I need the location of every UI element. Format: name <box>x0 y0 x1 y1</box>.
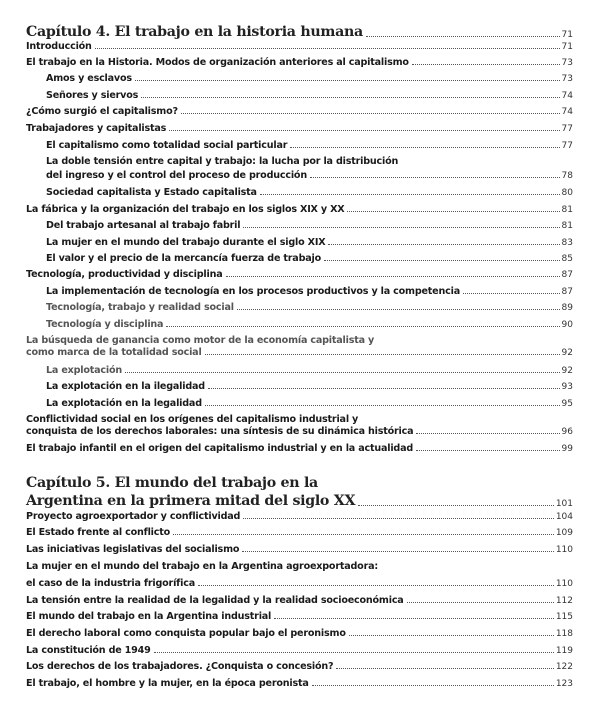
toc-entry-line <box>0 122 600 134</box>
section-title: del ingreso y el control del proceso de producción <box>46 170 307 181</box>
section-title: La explotación en la legalidad <box>46 398 202 409</box>
toc-entry <box>0 610 600 622</box>
page-number: 99 <box>561 444 573 454</box>
page-number: 109 <box>555 528 573 538</box>
page-number: 90 <box>561 320 573 330</box>
page-number: 122 <box>555 662 573 672</box>
page-number: 81 <box>561 221 573 231</box>
toc-entry-line <box>0 301 600 313</box>
toc-entry-line <box>0 139 600 151</box>
toc-entry-line <box>0 346 600 358</box>
page-number: 77 <box>561 141 573 151</box>
section-title: como marca de la totalidad social <box>26 347 202 358</box>
page-number: 78 <box>561 171 573 181</box>
dot-leader <box>347 211 559 212</box>
dot-leader <box>169 130 559 131</box>
dot-leader <box>336 668 553 669</box>
dot-leader <box>208 388 560 389</box>
section-title: Señores y siervos <box>46 90 139 101</box>
toc-entry-line <box>0 219 600 231</box>
toc-entry-line <box>0 577 600 589</box>
page-number: 87 <box>561 287 573 297</box>
toc-entry-line <box>0 72 600 84</box>
toc-entry <box>0 186 600 198</box>
page-number: 71 <box>561 42 573 52</box>
section-title: Los derechos de los trabajadores. ¿Conquista o concesión? <box>26 661 334 672</box>
dot-leader <box>243 518 554 519</box>
page-number: 71 <box>561 30 573 40</box>
toc-entry <box>0 285 600 297</box>
dot-leader <box>324 260 560 261</box>
section-title: La constitución de 1949 <box>26 645 151 656</box>
chapter-heading <box>0 22 600 40</box>
dot-leader <box>173 534 554 535</box>
toc-entry-line <box>0 543 600 555</box>
toc-entry-line <box>0 510 600 522</box>
dot-leader <box>412 64 560 65</box>
toc-entry <box>0 72 600 84</box>
dot-leader <box>125 372 560 373</box>
page-number: 73 <box>561 74 573 84</box>
section-title: La explotación <box>46 365 123 376</box>
toc-entry-line <box>0 268 600 280</box>
toc-entry-line <box>0 56 600 68</box>
dot-leader <box>242 551 554 552</box>
toc-entry <box>0 334 600 358</box>
dot-leader <box>366 36 560 37</box>
section-title: La implementación de tecnología en los procesos productivos y la competencia <box>46 286 460 297</box>
section-title: La explotación en la ilegalidad <box>46 381 205 392</box>
toc-entry-line <box>0 40 600 52</box>
page-number: 83 <box>561 238 573 248</box>
toc-entry <box>0 627 600 639</box>
page-number: 115 <box>555 612 573 622</box>
toc-entry-line <box>0 677 600 689</box>
toc-entry <box>0 155 600 181</box>
chapter-title: Capítulo 4. El trabajo en la historia humana <box>26 24 363 40</box>
toc-entry <box>0 40 600 52</box>
toc-entry <box>0 252 600 264</box>
dot-leader <box>310 177 560 178</box>
section-title: El mundo del trabajo en la Argentina industrial <box>26 611 272 622</box>
dot-leader <box>407 602 554 603</box>
page-number: 92 <box>561 348 573 358</box>
section-title: La fábrica y la organización del trabajo en los siglos XIX y XX <box>26 204 345 215</box>
chapter-title: Argentina en la primera mitad del siglo XX <box>26 493 356 509</box>
dot-leader <box>181 113 560 114</box>
section-title: La mujer en el mundo del trabajo en la Argentina agroexportadora: <box>26 561 379 572</box>
page-number: 85 <box>561 254 573 264</box>
dot-leader <box>358 505 554 506</box>
toc-entry-line <box>0 442 600 454</box>
toc-entry <box>0 89 600 101</box>
toc-entry <box>0 105 600 117</box>
toc-entry-line <box>0 186 600 198</box>
section-title: Proyecto agroexportador y conflictividad <box>26 511 241 522</box>
page-number: 89 <box>561 303 573 313</box>
toc-entry <box>0 510 600 522</box>
toc-entry-line <box>0 105 600 117</box>
dot-leader <box>205 354 560 355</box>
dot-leader <box>95 48 560 49</box>
section-title: Del trabajo artesanal al trabajo fabril <box>46 220 241 231</box>
section-title: Las iniciativas legislativas del socialismo <box>26 544 240 555</box>
page-number: 93 <box>561 382 573 392</box>
toc-entry-line <box>0 318 600 330</box>
section-title: Conflictividad social en los orígenes del capitalismo industrial y <box>26 414 359 425</box>
dot-leader <box>166 326 559 327</box>
dot-leader <box>226 276 560 277</box>
toc-entry-line <box>0 252 600 264</box>
toc-entry-line <box>0 425 600 437</box>
toc-entry <box>0 413 600 437</box>
page-number: 104 <box>555 512 573 522</box>
toc-entry-line <box>0 285 600 297</box>
toc-entry <box>0 236 600 248</box>
page-number: 74 <box>561 107 573 117</box>
toc-entry <box>0 139 600 151</box>
toc-entry-line <box>0 169 600 181</box>
chapter-heading <box>0 473 600 509</box>
section-title: El trabajo, el hombre y la mujer, en la época peronista <box>26 678 309 689</box>
section-title: La tensión entre la realidad de la legalidad y la realidad socioeconómica <box>26 595 404 606</box>
toc-entry <box>0 677 600 689</box>
toc-entry <box>0 219 600 231</box>
toc-entry-line <box>0 594 600 606</box>
toc-entry <box>0 268 600 280</box>
dot-leader <box>237 309 560 310</box>
toc-entry <box>0 660 600 672</box>
toc-entry-line <box>0 155 600 167</box>
dot-leader <box>349 635 554 636</box>
page-number: 123 <box>555 679 573 689</box>
page-number: 110 <box>555 579 573 589</box>
dot-leader <box>328 244 559 245</box>
toc-entry-line <box>0 627 600 639</box>
section-title: El Estado frente al conflicto <box>26 527 171 538</box>
dot-leader <box>141 97 559 98</box>
section-title: La doble tensión entre capital y trabajo: la lucha por la distribución <box>46 156 399 167</box>
page-number: 118 <box>555 629 573 639</box>
dot-leader <box>243 227 559 228</box>
section-title: La búsqueda de ganancia como motor de la economía capitalista y <box>26 335 375 346</box>
toc-entry <box>0 560 600 589</box>
section-title: El valor y el precio de la mercancía fuerza de trabajo <box>46 253 321 264</box>
toc-entry-line <box>0 644 600 656</box>
toc-entry-line <box>0 334 600 346</box>
toc-entry <box>0 397 600 409</box>
toc-entry <box>0 644 600 656</box>
page-number: 110 <box>555 545 573 555</box>
toc-entry-line <box>0 660 600 672</box>
section-title: El capitalismo como totalidad social particular <box>46 140 288 151</box>
section-title: Amos y esclavos <box>46 73 132 84</box>
dot-leader <box>312 685 554 686</box>
section-title: Trabajadores y capitalistas <box>26 123 167 134</box>
toc-entry-line <box>0 526 600 538</box>
dot-leader <box>205 405 560 406</box>
toc-entry-line <box>0 413 600 425</box>
toc-entry-line <box>0 473 600 491</box>
page-number: 92 <box>561 366 573 376</box>
page-number: 81 <box>561 205 573 215</box>
toc-entry <box>0 203 600 215</box>
toc-entry-line <box>0 236 600 248</box>
page-number: 74 <box>561 91 573 101</box>
toc-entry-line <box>0 491 600 509</box>
toc-entry-line <box>0 203 600 215</box>
dot-leader <box>154 652 554 653</box>
section-title: Tecnología, trabajo y realidad social <box>46 302 234 313</box>
toc-entry <box>0 526 600 538</box>
toc-entry-line <box>0 364 600 376</box>
page-number: 77 <box>561 124 573 134</box>
section-title: el caso de la industria frigorífica <box>26 578 195 589</box>
page-number: 101 <box>555 499 573 509</box>
toc-entry-line <box>0 610 600 622</box>
page-number: 87 <box>561 270 573 280</box>
section-title: El trabajo en la Historia. Modos de organización anteriores al capitalismo <box>26 57 409 68</box>
dot-leader <box>198 585 554 586</box>
page-number: 80 <box>561 188 573 198</box>
dot-leader <box>135 80 560 81</box>
dot-leader <box>290 147 559 148</box>
section-title: Tecnología y disciplina <box>46 319 164 330</box>
page-number: 95 <box>561 399 573 409</box>
dot-leader <box>416 450 560 451</box>
toc-entry <box>0 364 600 376</box>
toc-entry-line <box>0 380 600 392</box>
toc-entry <box>0 442 600 454</box>
toc-entry-line <box>0 22 600 40</box>
section-title: El trabajo infantil en el origen del capitalismo industrial y en la actualidad <box>26 443 414 454</box>
dot-leader <box>260 194 560 195</box>
dot-leader <box>463 293 560 294</box>
dot-leader <box>274 618 554 619</box>
toc-entry <box>0 380 600 392</box>
section-title: Introducción <box>26 41 92 52</box>
toc-entry <box>0 301 600 313</box>
section-title: Sociedad capitalista y Estado capitalista <box>46 187 257 198</box>
section-title: conquista de los derechos laborales: una síntesis de su dinámica histórica <box>26 426 414 437</box>
toc-entry <box>0 594 600 606</box>
page-number: 96 <box>561 427 573 437</box>
toc-entry <box>0 543 600 555</box>
page-number: 112 <box>555 596 573 606</box>
toc-entry-line <box>0 560 600 572</box>
page-number: 119 <box>555 646 573 656</box>
toc-entry <box>0 122 600 134</box>
section-title: Tecnología, productividad y disciplina <box>26 269 223 280</box>
section-title: ¿Cómo surgió el capitalismo? <box>26 106 178 117</box>
chapter-title: Capítulo 5. El mundo del trabajo en la <box>26 475 318 491</box>
page-number: 73 <box>561 58 573 68</box>
section-title: La mujer en el mundo del trabajo durante el siglo XIX <box>46 237 326 248</box>
section-title: El derecho laboral como conquista popular bajo el peronismo <box>26 628 346 639</box>
toc-entry-line <box>0 89 600 101</box>
dot-leader <box>416 433 559 434</box>
toc-entry <box>0 318 600 330</box>
toc-entry-line <box>0 397 600 409</box>
toc-entry <box>0 56 600 68</box>
